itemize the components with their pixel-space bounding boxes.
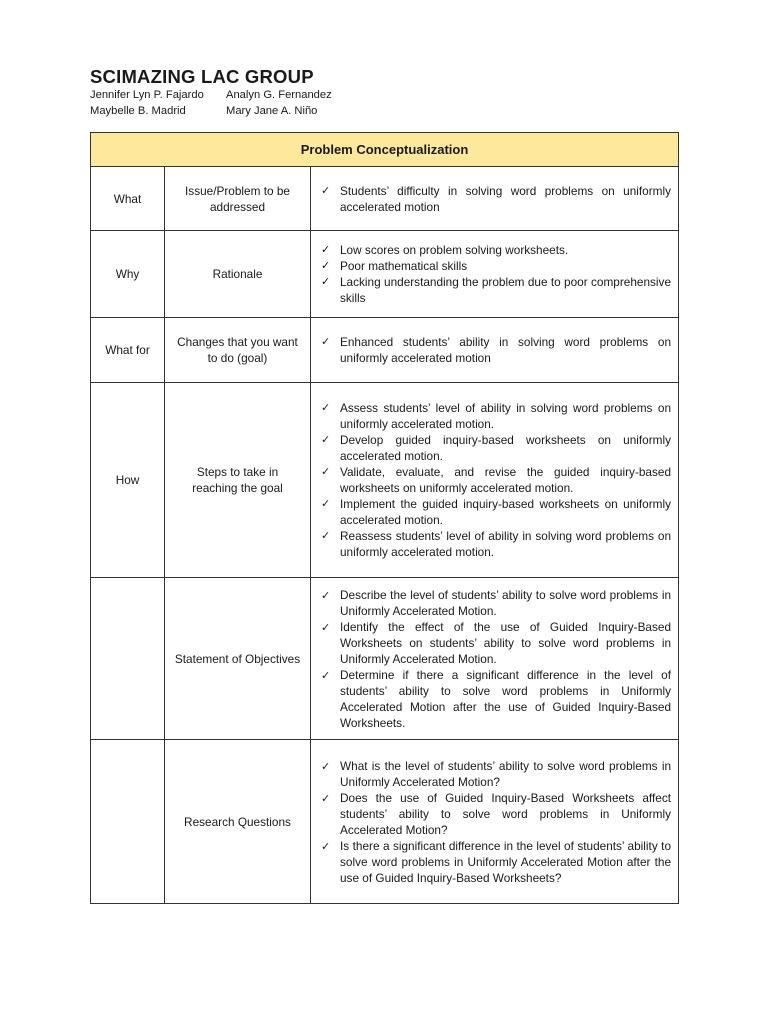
list-item-text: Low scores on problem solving worksheets. [340, 243, 569, 257]
list-item [320, 667, 671, 731]
list-item [320, 619, 671, 667]
list-item-text: Describe the level of students’ ability to solve word problems in Uniformly Accelerated Motion. [340, 587, 672, 618]
table-row-what [91, 167, 679, 231]
list-item-text: What is the level of students’ ability to solve word problems in Uniformly Accelerated Motion? [340, 758, 672, 789]
row-items-cell [311, 231, 679, 318]
checkmark-icon: ✓ [321, 259, 331, 272]
author-name: Jennifer Lyn P. Fajardo [90, 89, 204, 101]
checkmark-icon: ✓ [321, 183, 331, 197]
row-description: Rationale [165, 231, 311, 318]
checkmark-icon: ✓ [321, 433, 331, 446]
list-item-text: Reassess students’ level of ability in solving word problems on uniformly accelerated motion. [340, 529, 672, 559]
table-row-research-questions [91, 740, 679, 904]
row-label [91, 740, 165, 904]
table-row-what-for [91, 318, 679, 383]
row-items-cell [311, 167, 679, 231]
row-items-cell [311, 740, 679, 904]
table-row-how [91, 383, 679, 578]
list-item [320, 528, 671, 560]
list-item [320, 790, 671, 838]
checkmark-icon: ✓ [321, 465, 331, 478]
list-item [320, 183, 671, 215]
row-items-cell [311, 318, 679, 383]
checkmark-icon: ✓ [321, 791, 331, 805]
checkmark-icon: ✓ [321, 401, 331, 414]
row-label: Why [91, 231, 165, 318]
row-description: Research Questions [165, 740, 311, 904]
checkmark-icon: ✓ [321, 620, 331, 634]
row-items-cell [311, 383, 679, 578]
row-description: Issue/Problem to be addressed [165, 167, 311, 231]
checkmark-icon: ✓ [321, 497, 331, 510]
list-item-text: Determine if there a significant difference in the level of students’ ability to solve word problems in Uniformly Accelerated Motion after the use of Guided Inquiry-Based Worksheets. [340, 667, 672, 730]
checkmark-icon: ✓ [321, 668, 331, 682]
checkmark-icon: ✓ [321, 335, 331, 348]
list-item-text: Does the use of Guided Inquiry-Based Worksheets affect students’ ability to solve word problems in Uniformly Accelerated Motion? [340, 790, 672, 837]
author-name: Maybelle B. Madrid [90, 104, 186, 117]
list-item [320, 274, 671, 306]
list-item [320, 464, 671, 496]
checkmark-icon: ✓ [321, 759, 331, 773]
list-item-text: Validate, evaluate, and revise the guided inquiry-based worksheets on uniformly accelerated motion. [340, 465, 672, 495]
list-item [320, 242, 671, 258]
list-item-text: Identify the effect of the use of Guided Inquiry-Based Worksheets on students’ ability to solve word problems in Uniformly Accelerated Motion. [340, 619, 672, 666]
row-label: What for [91, 318, 165, 383]
list-item-text: Implement the guided inquiry-based worksheets on uniformly accelerated motion. [340, 497, 672, 527]
problem-conceptualization-table [90, 132, 679, 904]
list-item [320, 334, 671, 366]
author-name: Analyn G. Fernandez [226, 89, 332, 101]
checkmark-icon: ✓ [321, 839, 331, 853]
row-label: How [91, 383, 165, 578]
table-row-objectives [91, 578, 679, 740]
list-item [320, 432, 671, 464]
list-item [320, 838, 671, 886]
author-name: Mary Jane A. Niño [226, 104, 318, 117]
list-item [320, 496, 671, 528]
list-item [320, 758, 671, 790]
list-item [320, 400, 671, 432]
row-items-cell [311, 578, 679, 740]
checkmark-icon: ✓ [321, 275, 331, 288]
table-row-why [91, 231, 679, 318]
table-header: Problem Conceptualization [91, 133, 679, 167]
list-item [320, 258, 671, 274]
checkmark-icon: ✓ [321, 529, 331, 542]
list-item-text: Enhanced students’ ability in solving word problems on uniformly accelerated motion [340, 335, 672, 365]
row-description: Changes that you want to do (goal) [165, 318, 311, 383]
checkmark-icon: ✓ [321, 588, 331, 602]
list-item-text: Develop guided inquiry-based worksheets on uniformly accelerated motion. [340, 433, 672, 463]
list-item-text: Is there a significant difference in the level of students’ ability to solve word problems in Uniformly Accelerated Motion after the use of Guided Inquiry-Based Worksheets? [340, 838, 672, 885]
list-item [320, 587, 671, 619]
list-item-text: Students’ difficulty in solving word problems on uniformly accelerated motion [340, 183, 672, 214]
row-description: Statement of Objectives [165, 578, 311, 740]
row-label: What [91, 167, 165, 231]
author-list [90, 88, 332, 119]
list-item-text: Lacking understanding the problem due to poor comprehensive skills [340, 275, 672, 305]
list-item-text: Assess students’ level of ability in solving word problems on uniformly accelerated motion. [340, 401, 672, 431]
checkmark-icon: ✓ [321, 243, 331, 256]
row-description: Steps to take in reaching the goal [165, 383, 311, 578]
list-item-text: Poor mathematical skills [340, 259, 468, 273]
group-title: SCIMAZING LAC GROUP [90, 66, 314, 87]
row-label [91, 578, 165, 740]
